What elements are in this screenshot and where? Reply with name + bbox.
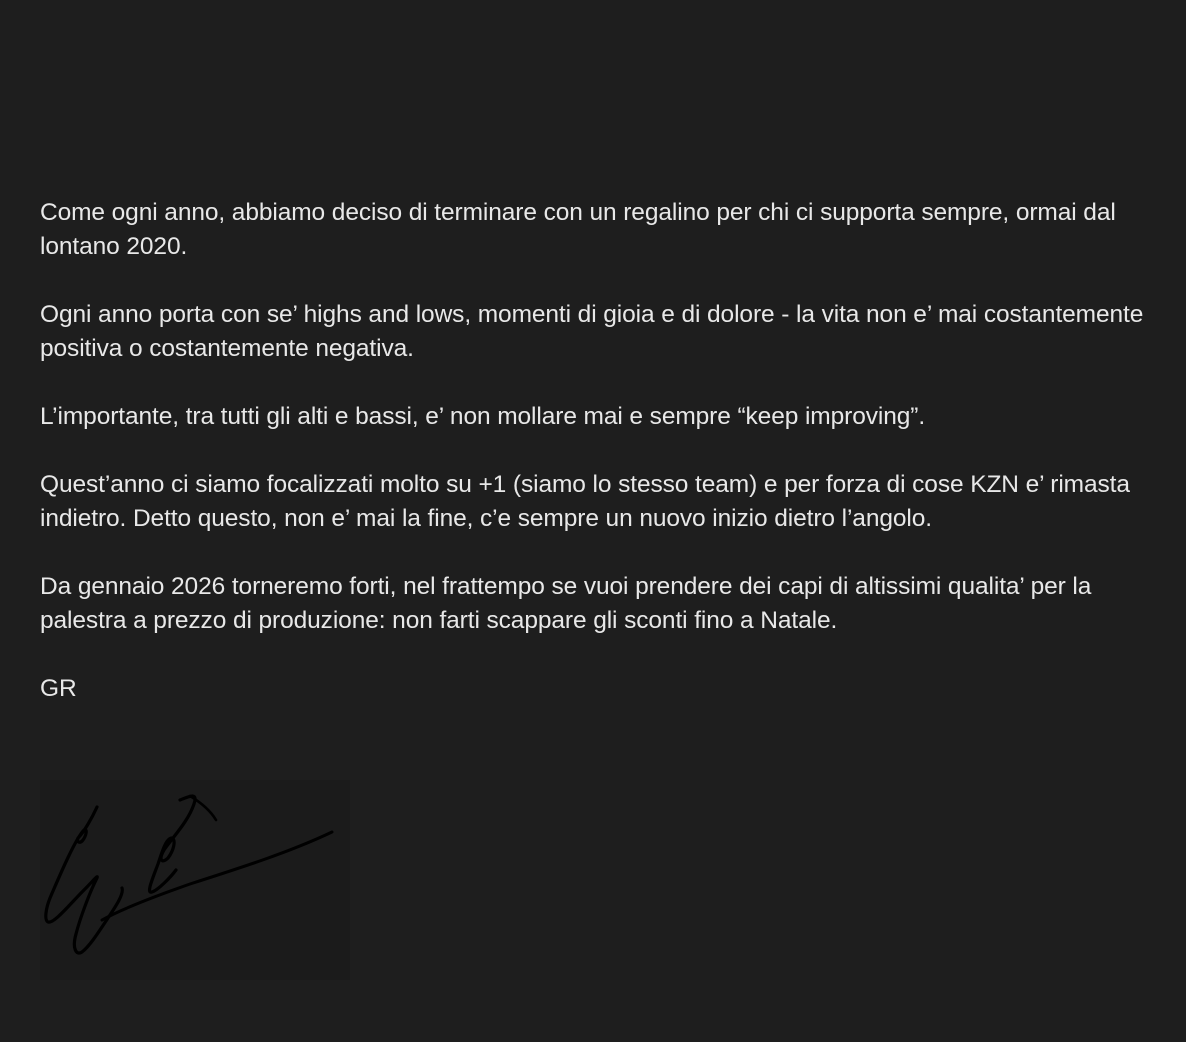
paragraph-intro: Come ogni anno, abbiamo deciso di terminare con un regalino per chi ci supporta sempre, ormai dal lontano 2020.	[40, 199, 1116, 260]
paragraph-keep-improving: L’importante, tra tutti gli alti e bassi, e’ non mollare mai e sempre “keep improving”.	[40, 403, 926, 430]
handwritten-signature	[40, 780, 350, 980]
paragraph-focus: Quest’anno ci siamo focalizzati molto su +1 (siamo lo stesso team) e per forza di cose KZN e’ rimasta indietro. Detto questo, non e’ mai la fine, c’e sempre un nuovo inizio dietro l’angolo.	[40, 471, 1130, 532]
signature-stroke-g	[46, 807, 122, 953]
closing-initials: GR	[40, 675, 77, 702]
signature-drawing	[40, 780, 350, 980]
paragraph-highs-lows: Ogni anno porta con se’ highs and lows, momenti di gioia e di dolore - la vita non e’ mai costantemente positiva o costantemente negativa.	[40, 301, 1144, 362]
signature-stroke-r	[150, 796, 196, 892]
paragraph-discount: Da gennaio 2026 torneremo forti, nel frattempo se vuoi prendere dei capi di altissimi qualita’ per la palestra a prezzo di produzione: non farti scappare gli sconti fino a Natale.	[40, 573, 1092, 634]
signature-stroke-tail	[102, 832, 332, 920]
letter-body	[40, 196, 1160, 706]
